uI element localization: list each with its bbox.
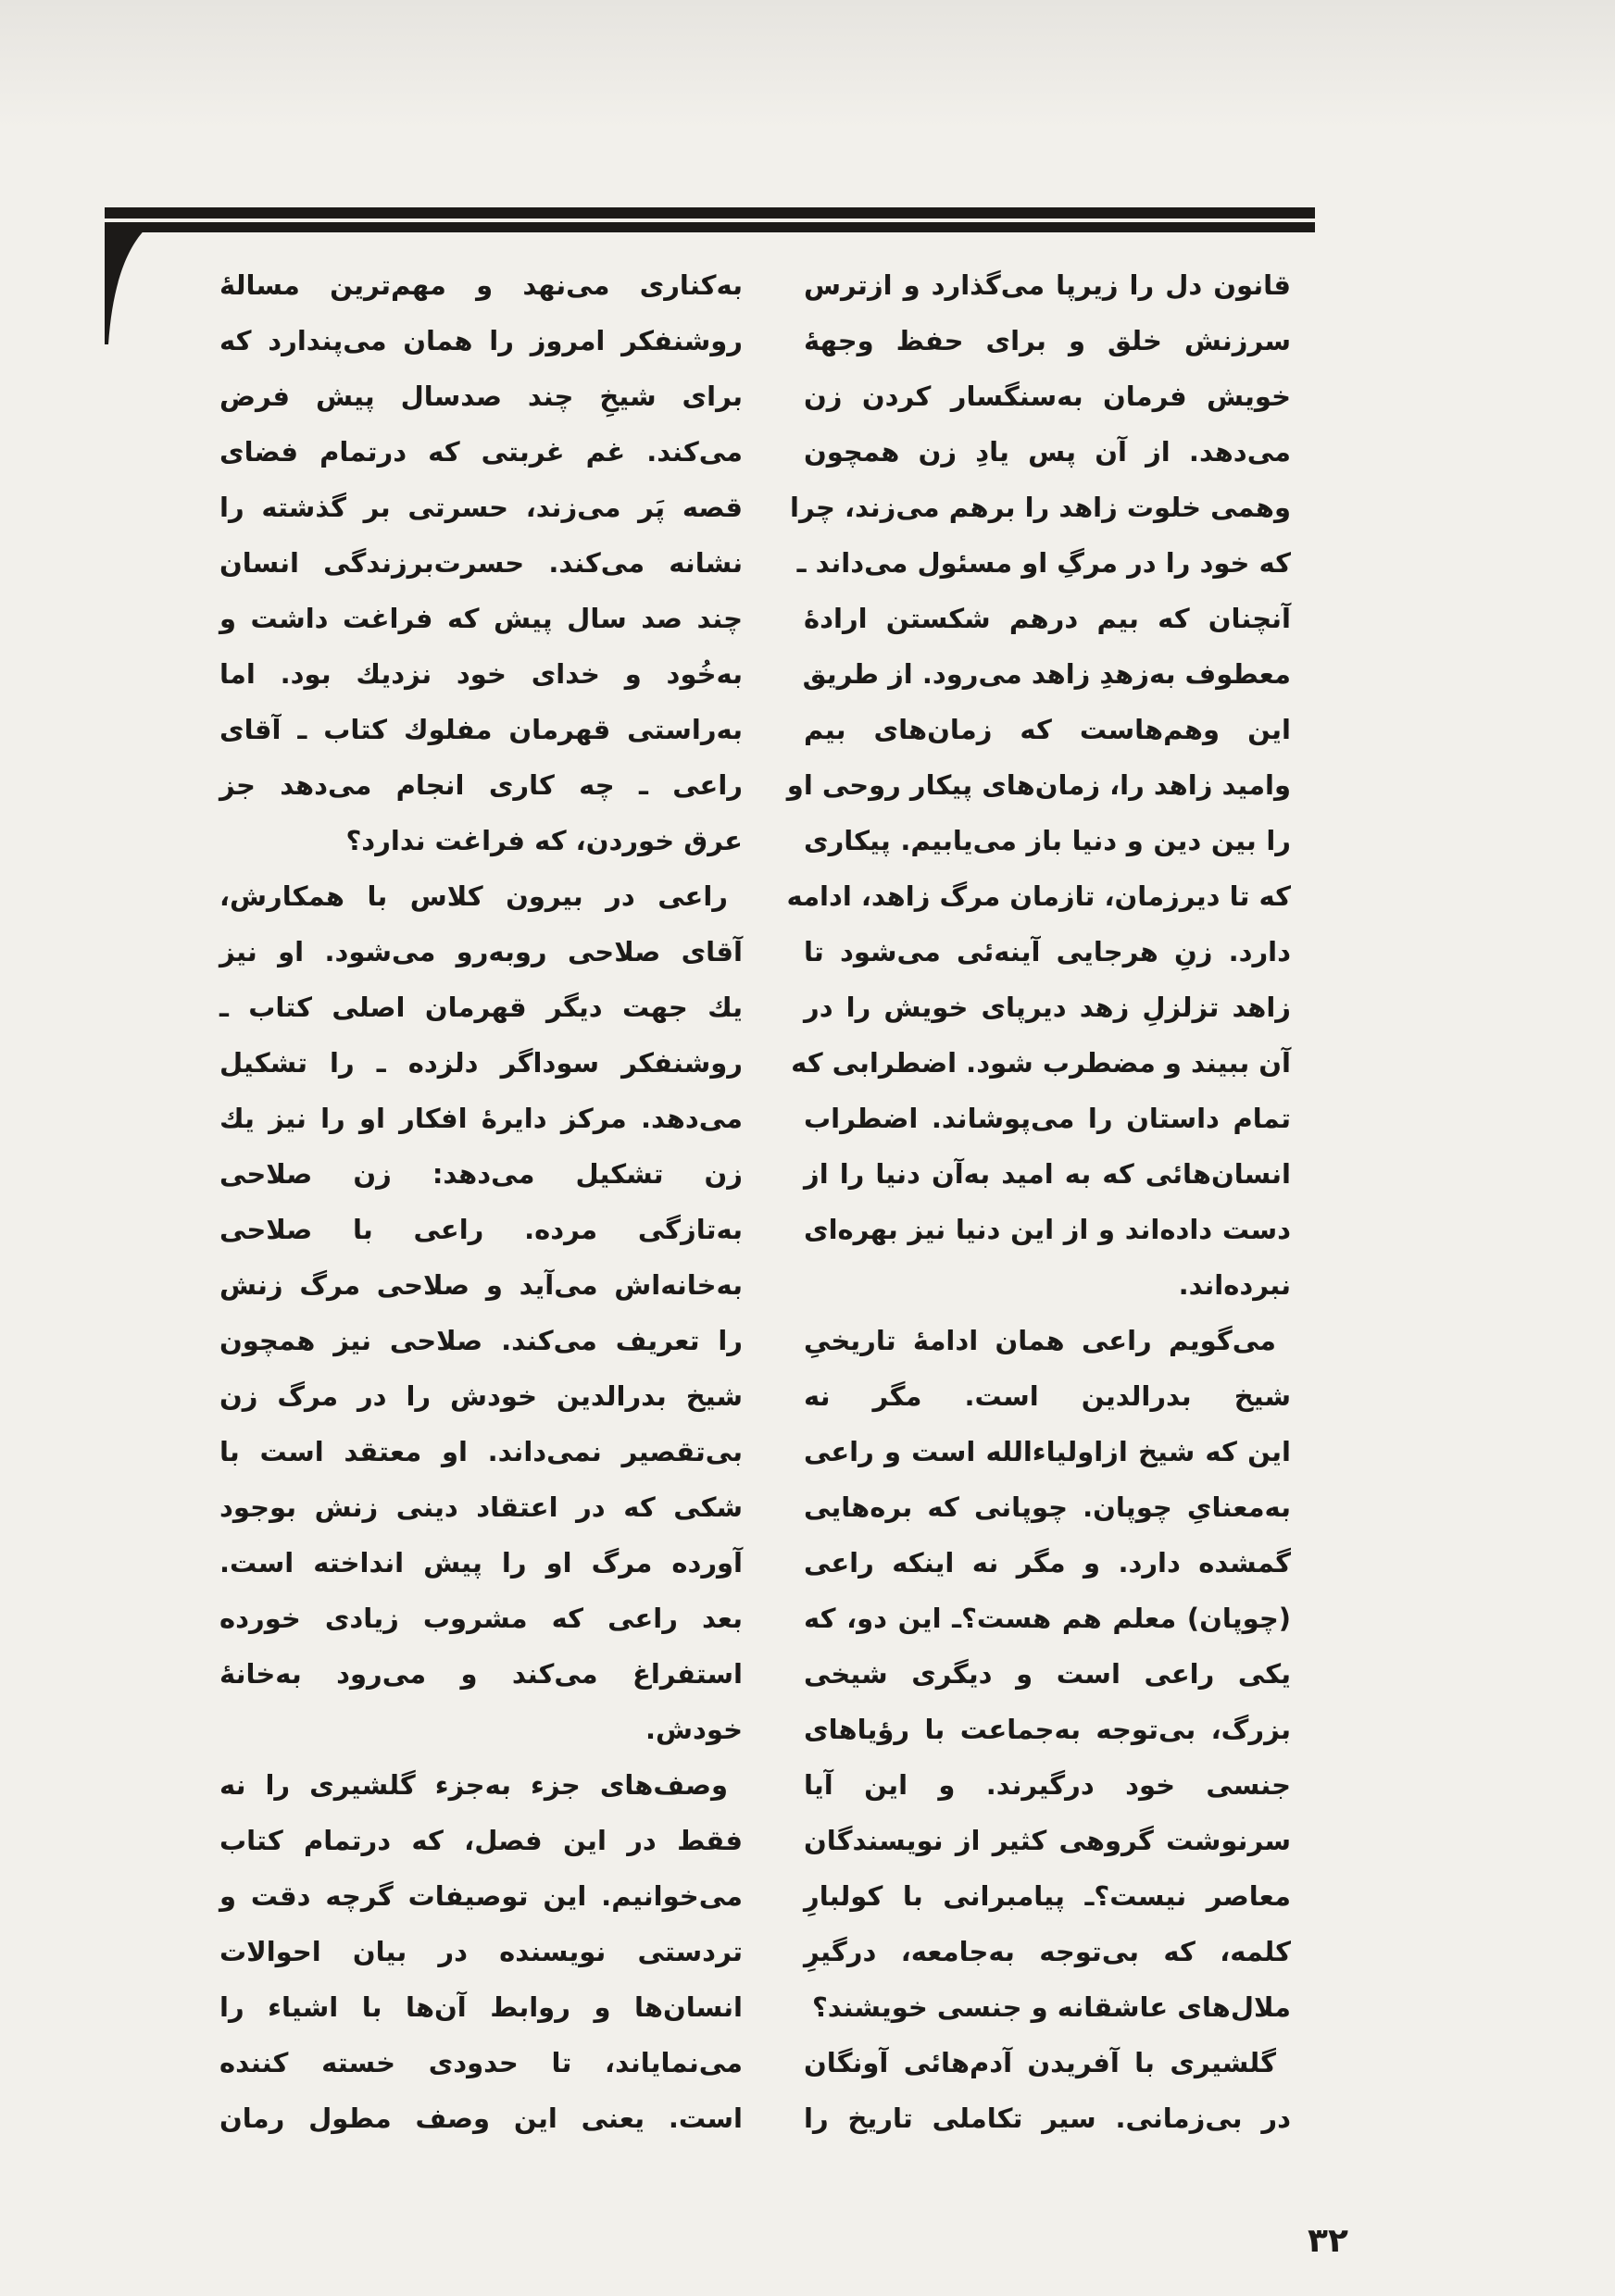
text-line: روشنفکر سوداگر دلزده ـ را تشکیل bbox=[219, 1047, 743, 1079]
text-line: به‌خُود و خدای خود نزدیك بود. اما bbox=[219, 658, 743, 690]
text-line: که خود را در مرگِ او مسئول می‌داند ـ bbox=[796, 547, 1291, 579]
text-line: بزرگ، بی‌توجه به‌جماعت با رؤیاهای bbox=[804, 1714, 1291, 1745]
header-rule-top-bar bbox=[105, 207, 1315, 218]
text-line: به‌خانه‌اش می‌آید و صلاحی مرگ زنش bbox=[219, 1269, 743, 1301]
text-line: وصف‌های جزء به‌جزء گلشیری را نه bbox=[219, 1769, 728, 1801]
text-line: آورده مرگ او را پیش انداخته است. bbox=[219, 1547, 743, 1578]
text-line: را بین دین و دنیا باز می‌یابیم. پیکاری bbox=[804, 825, 1291, 856]
text-line: انسان‌هائی که به امید به‌آن دنیا را از bbox=[804, 1158, 1291, 1190]
text-line: نبرده‌اند. bbox=[1178, 1269, 1291, 1301]
text-line: دست داده‌اند و از این دنیا نیز بهره‌ای bbox=[804, 1214, 1291, 1245]
text-line: به‌کناری می‌نهد و مهم‌ترین مسالهٔ bbox=[219, 269, 743, 301]
text-line: ملال‌های عاشقانه و جنسی خویشند؟ bbox=[811, 1991, 1291, 2023]
text-line: است. یعنی این وصف مطول رمان bbox=[219, 2103, 743, 2134]
text-line: خودش. bbox=[645, 1714, 743, 1745]
text-line: گلشیری با آفریدن آدم‌هائی آونگان bbox=[804, 2047, 1276, 2078]
text-line: انسان‌ها و روابط آن‌ها با اشیاء را bbox=[219, 1991, 743, 2023]
text-line: عرق خوردن، که فراغت ندارد؟ bbox=[345, 825, 743, 856]
text-line: به‌راستی قهرمان مفلوك کتاب ـ آقای bbox=[219, 714, 743, 745]
text-line: این که شیخ ازاولیاءالله است و راعی bbox=[804, 1436, 1291, 1467]
text-line: تردستی نویسنده در بیان احوالات bbox=[219, 1936, 743, 1967]
text-line: تمام داستان را می‌پوشاند. اضطراب bbox=[804, 1103, 1291, 1134]
text-line: قانون دل را زیرپا می‌گذارد و ازترس bbox=[804, 269, 1291, 301]
text-line: یکی راعی است و دیگری شیخی bbox=[804, 1658, 1291, 1690]
text-line: معطوف به‌زهدِ زاهد می‌رود. از طریق bbox=[802, 658, 1291, 690]
text-line: این وهم‌هاست که زمان‌های بیم bbox=[804, 714, 1291, 745]
text-column-left bbox=[219, 257, 743, 2146]
text-line: می‌گویم راعی همان ادامهٔ تاریخیِ bbox=[804, 1325, 1276, 1356]
header-corner-flourish bbox=[105, 222, 153, 344]
text-line: می‌دهد. از آن پس یادِ زن همچون bbox=[804, 436, 1291, 468]
text-line: آنچنان که بیم درهم شکستن ارادهٔ bbox=[804, 603, 1291, 634]
text-line: شیخ بدرالدین است. مگر نه bbox=[804, 1380, 1291, 1412]
text-line: قصه پَر می‌زند، حسرتی بر گذشته را bbox=[219, 492, 743, 523]
text-line: به‌تازگی مرده. راعی با صلاحی bbox=[219, 1214, 743, 1245]
text-line: کلمه، که بی‌توجه به‌جامعه، درگیرِ bbox=[804, 1936, 1291, 1967]
text-line: جنسی خود درگیرند. و این آیا bbox=[804, 1769, 1291, 1801]
text-line: گمشده دارد. و مگر نه اینکه راعی bbox=[804, 1547, 1291, 1578]
text-line: در بی‌زمانی. سیر تکاملی تاریخ را bbox=[804, 2103, 1291, 2134]
text-line: می‌دهد. مرکز دایرهٔ افکار او را نیز يك bbox=[219, 1103, 743, 1134]
text-line: برای شیخِ چند صدسال پیش فرض bbox=[219, 381, 743, 412]
text-line: زن تشکیل می‌دهد: زن صلاحی bbox=[219, 1158, 743, 1190]
text-line: فقط در این فصل، که درتمام کتاب bbox=[219, 1825, 743, 1856]
text-line: وهمی خلوت زاهد را برهم می‌زند، چرا bbox=[790, 492, 1291, 523]
text-line: شکی که در اعتقاد دینی زنش بوجود bbox=[219, 1491, 743, 1523]
text-line: نشانه می‌کند. حسرت‌برزندگی انسان bbox=[219, 547, 743, 579]
text-line: خویش فرمان به‌سنگسار کردن زن bbox=[804, 381, 1291, 412]
text-line: راعی ـ چه کاری انجام می‌دهد جز bbox=[219, 769, 743, 801]
text-line: معاصر نیست؟ـ پیامبرانی با کولبارِ bbox=[804, 1880, 1291, 1912]
text-line: روشنفکر امروز را همان می‌پندارد که bbox=[219, 325, 743, 356]
text-column-right bbox=[786, 257, 1291, 2146]
text-line: می‌نمایاند، تا حدودی خسته کننده bbox=[219, 2047, 743, 2078]
text-line: زاهد تزلزلِ زهد دیرپای خویش را در bbox=[804, 992, 1291, 1023]
text-line: دارد. زنِ هرجایی آینه‌ئی می‌شود تا bbox=[804, 936, 1291, 967]
text-line: راعی در بیرون کلاس با همکارش، bbox=[219, 880, 728, 912]
text-line: بعد راعی که مشروب زیادی خورده bbox=[219, 1603, 743, 1634]
header-rule-bottom-bar bbox=[105, 222, 1315, 232]
text-line: که تا دیرزمان، تازمان مرگ زاهد، ادامه bbox=[786, 880, 1291, 912]
text-line: سرنوشت گروهی کثیر از نویسندگان bbox=[804, 1825, 1291, 1856]
text-line: بی‌تقصیر نمی‌داند. او معتقد است با bbox=[219, 1436, 743, 1467]
text-line: وامید زاهد را، زمان‌های پیکار روحی او bbox=[786, 769, 1291, 801]
text-line: به‌معنایِ چوپان. چوپانی که بره‌هایی bbox=[804, 1491, 1291, 1523]
text-line: يك جهت دیگر قهرمان اصلی کتاب ـ bbox=[219, 992, 743, 1023]
text-line: سرزنش خلق و برای حفظ وجههٔ bbox=[804, 325, 1291, 356]
text-line: چند صد سال پیش که فراغت داشت و bbox=[219, 603, 743, 634]
page-number: ۳۲ bbox=[1308, 2222, 1348, 2260]
text-line: می‌کند. غم غربتی که درتمام فضای bbox=[219, 436, 743, 468]
text-line: (چوپان) معلم هم هست؟ـ این دو، که bbox=[804, 1603, 1291, 1634]
text-line: را تعریف می‌کند. صلاحی نیز همچون bbox=[219, 1325, 743, 1356]
text-line: شیخ بدرالدین خودش را در مرگ زن bbox=[219, 1380, 743, 1412]
text-line: آقای صلاحی روبه‌رو می‌شود. او نیز bbox=[219, 936, 743, 967]
text-line: می‌خوانیم. این توصیفات گرچه دقت و bbox=[219, 1880, 743, 1912]
text-line: آن ببیند و مضطرب شود. اضطرابی که bbox=[791, 1047, 1291, 1079]
text-line: استفراغ می‌کند و می‌رود به‌خانهٔ bbox=[219, 1658, 743, 1690]
